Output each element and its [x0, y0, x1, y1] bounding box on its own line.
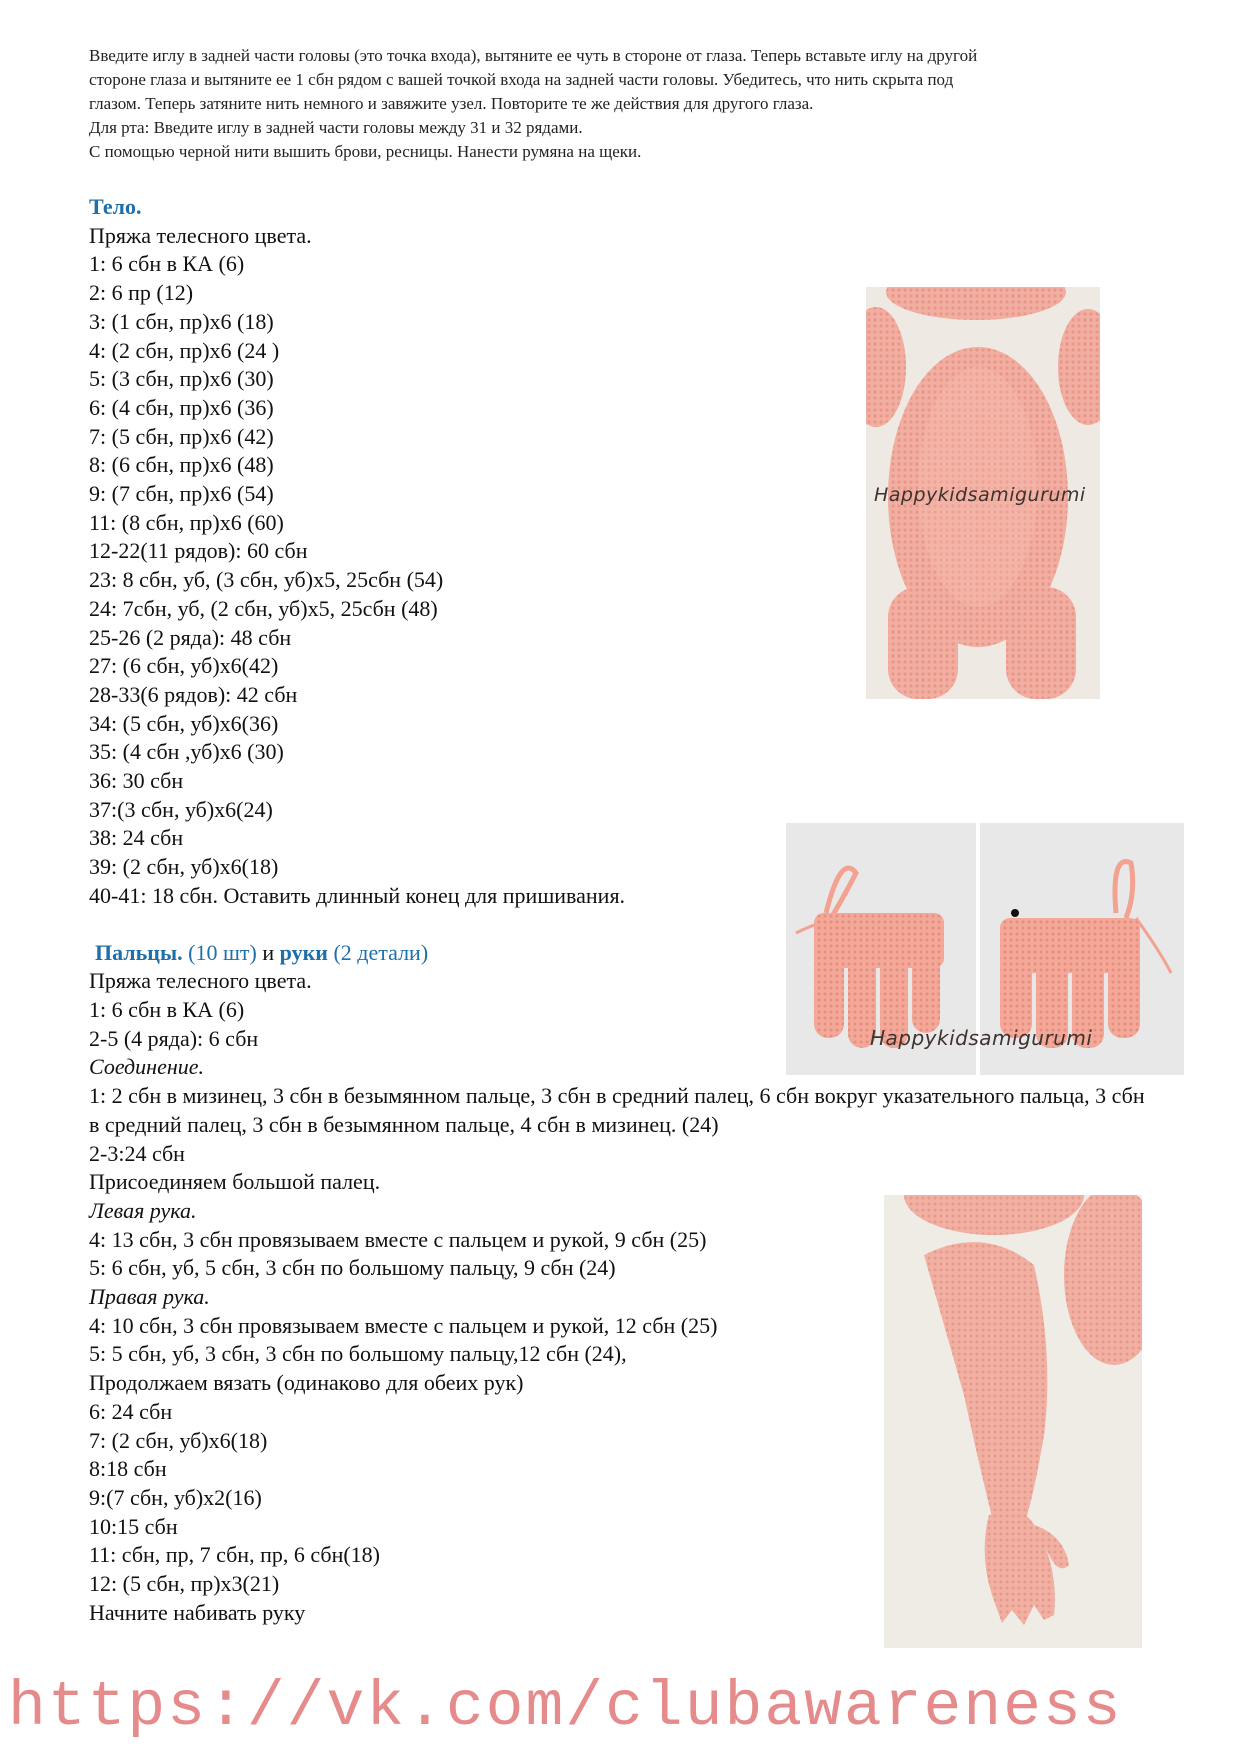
intro-line: С помощью черной нити вышить брови, ресницы. Нанести румяна на щеки. [89, 142, 642, 161]
watermark: Happykidsamigurumi [870, 1026, 1093, 1050]
pattern-row: Присоединяем большой палец. [89, 1169, 381, 1195]
pattern-row: 39: (2 сбн, уб)х6(18) [89, 854, 279, 880]
pattern-row: 9:(7 сбн, уб)х2(16) [89, 1484, 262, 1510]
left-arm-label: Левая рука. [89, 1197, 197, 1223]
pattern-row: 7: (5 сбн, пр)х6 (42) [89, 423, 274, 449]
pattern-row: 3: (1 сбн, пр)х6 (18) [89, 308, 274, 334]
intro-line: стороне глаза и вытяните ее 1 сбн рядом с вашей точкой входа на задней части головы. Убедитесь, что нить скрыта под [89, 70, 954, 89]
intro-line: глазом. Теперь затяните нить немного и завяжите узел. Повторите те же действия для другого глаза. [89, 94, 814, 113]
pattern-row: 12-22(11 рядов): 60 сбн [89, 538, 308, 564]
pattern-row: 8:18 сбн [89, 1456, 167, 1482]
pattern-row: 8: (6 сбн, пр)х6 (48) [89, 452, 274, 478]
intro-line: Введите иглу в задней части головы (это точка входа), вытяните ее чуть в стороне от глаза. Теперь вставьте иглу на другой [89, 46, 978, 65]
pattern-row: 9: (7 сбн, пр)х6 (54) [89, 481, 274, 507]
pattern-row: 27: (6 сбн, уб)х6(42) [89, 653, 279, 679]
pattern-row: 1: 6 сбн в КА (6) [89, 251, 245, 277]
pattern-row: 11: (8 сбн, пр)х6 (60) [89, 509, 284, 535]
fingers-title-count: (10 шт) [182, 939, 263, 965]
pattern-row: Начните набивать руку [89, 1599, 306, 1625]
body-section-lines [89, 222, 809, 911]
joining-label: Соединение. [89, 1054, 205, 1080]
pattern-row: 23: 8 сбн, уб, (3 сбн, уб)х5, 25сбн (54) [89, 567, 444, 593]
pattern-row: 1: 6 сбн в КА (6) [89, 996, 245, 1022]
arms-title-bold: руки [279, 939, 328, 965]
pattern-row: 6: (4 сбн, пр)х6 (36) [89, 394, 274, 420]
pattern-row: Продолжаем вязать (одинаково для обеих рук) [89, 1370, 524, 1396]
joining-text: 1: 2 сбн в мизинец, 3 сбн в безымянном пальце, 3 сбн в средний палец, 6 сбн вокруг указательного пальца, 3 сбн в средний палец, 3 сбн в безымянном пальце, 4 сбн в мизинец. (24) [89, 1083, 1145, 1137]
fingers-title-and: и [262, 939, 280, 965]
fingers-section-title [89, 939, 809, 968]
body-photo [866, 287, 1100, 699]
body-section-title: Тело. [89, 194, 142, 219]
arms-title-count: (2 детали) [327, 939, 429, 965]
pattern-row: 11: сбн, пр, 7 сбн, пр, 6 сбн(18) [89, 1542, 380, 1568]
pattern-row: 12: (5 сбн, пр)х3(21) [89, 1571, 280, 1597]
arm-photo [884, 1195, 1142, 1648]
pattern-row: 5: 6 сбн, уб, 5 сбн, 3 сбн по большому пальцу, 9 сбн (24) [89, 1255, 616, 1281]
pattern-row: Пряжа телесного цвета. [89, 968, 312, 994]
pattern-row: 6: 24 сбн [89, 1398, 173, 1424]
right-arm-label: Правая рука. [89, 1284, 210, 1310]
pattern-row: 35: (4 сбн ,уб)х6 (30) [89, 739, 284, 765]
pattern-row: 7: (2 сбн, уб)х6(18) [89, 1427, 268, 1453]
pattern-row: 24: 7сбн, уб, (2 сбн, уб)х5, 25сбн (48) [89, 595, 438, 621]
intro-paragraph [89, 44, 1209, 164]
pattern-row: 2: 6 пр (12) [89, 280, 194, 306]
footer-url: https://vk.com/clubawareness [8, 1672, 1123, 1743]
pattern-row: 4: 10 сбн, 3 сбн провязываем вместе с пальцем и рукой, 12 сбн (25) [89, 1312, 718, 1338]
pattern-row: 4: (2 сбн, пр)х6 (24 ) [89, 337, 280, 363]
pattern-row: 4: 13 сбн, 3 сбн провязываем вместе с пальцем и рукой, 9 сбн (25) [89, 1226, 707, 1252]
pattern-row: Пряжа телесного цвета. [89, 222, 312, 248]
arm-illustration [884, 1195, 1142, 1648]
intro-line: Для рта: Введите иглу в задней части головы между 31 и 32 рядами. [89, 118, 583, 137]
pattern-row: 36: 30 сбн [89, 768, 184, 794]
pattern-row: 28-33(6 рядов): 42 сбн [89, 681, 298, 707]
watermark: Happykidsamigurumi [874, 484, 1086, 506]
pattern-row: 2-5 (4 ряда): 6 сбн [89, 1025, 259, 1051]
pattern-row: 40-41: 18 сбн. Оставить длинный конец для пришивания. [89, 882, 626, 908]
pattern-row: 2-3:24 сбн [89, 1140, 185, 1166]
fingers-photo [786, 823, 1184, 1075]
pattern-row: 25-26 (2 ряда): 48 сбн [89, 624, 292, 650]
pattern-row: 38: 24 сбн [89, 825, 184, 851]
pattern-row: 37:(3 сбн, уб)х6(24) [89, 796, 273, 822]
pattern-row: 5: 5 сбн, уб, 3 сбн, 3 сбн по большому пальцу,12 сбн (24), [89, 1341, 627, 1367]
pattern-row: 10:15 сбн [89, 1513, 178, 1539]
pattern-row: 5: (3 сбн, пр)х6 (30) [89, 366, 274, 392]
pattern-row: 34: (5 сбн, уб)х6(36) [89, 710, 279, 736]
fingers-title-bold: Пальцы. [95, 939, 183, 965]
